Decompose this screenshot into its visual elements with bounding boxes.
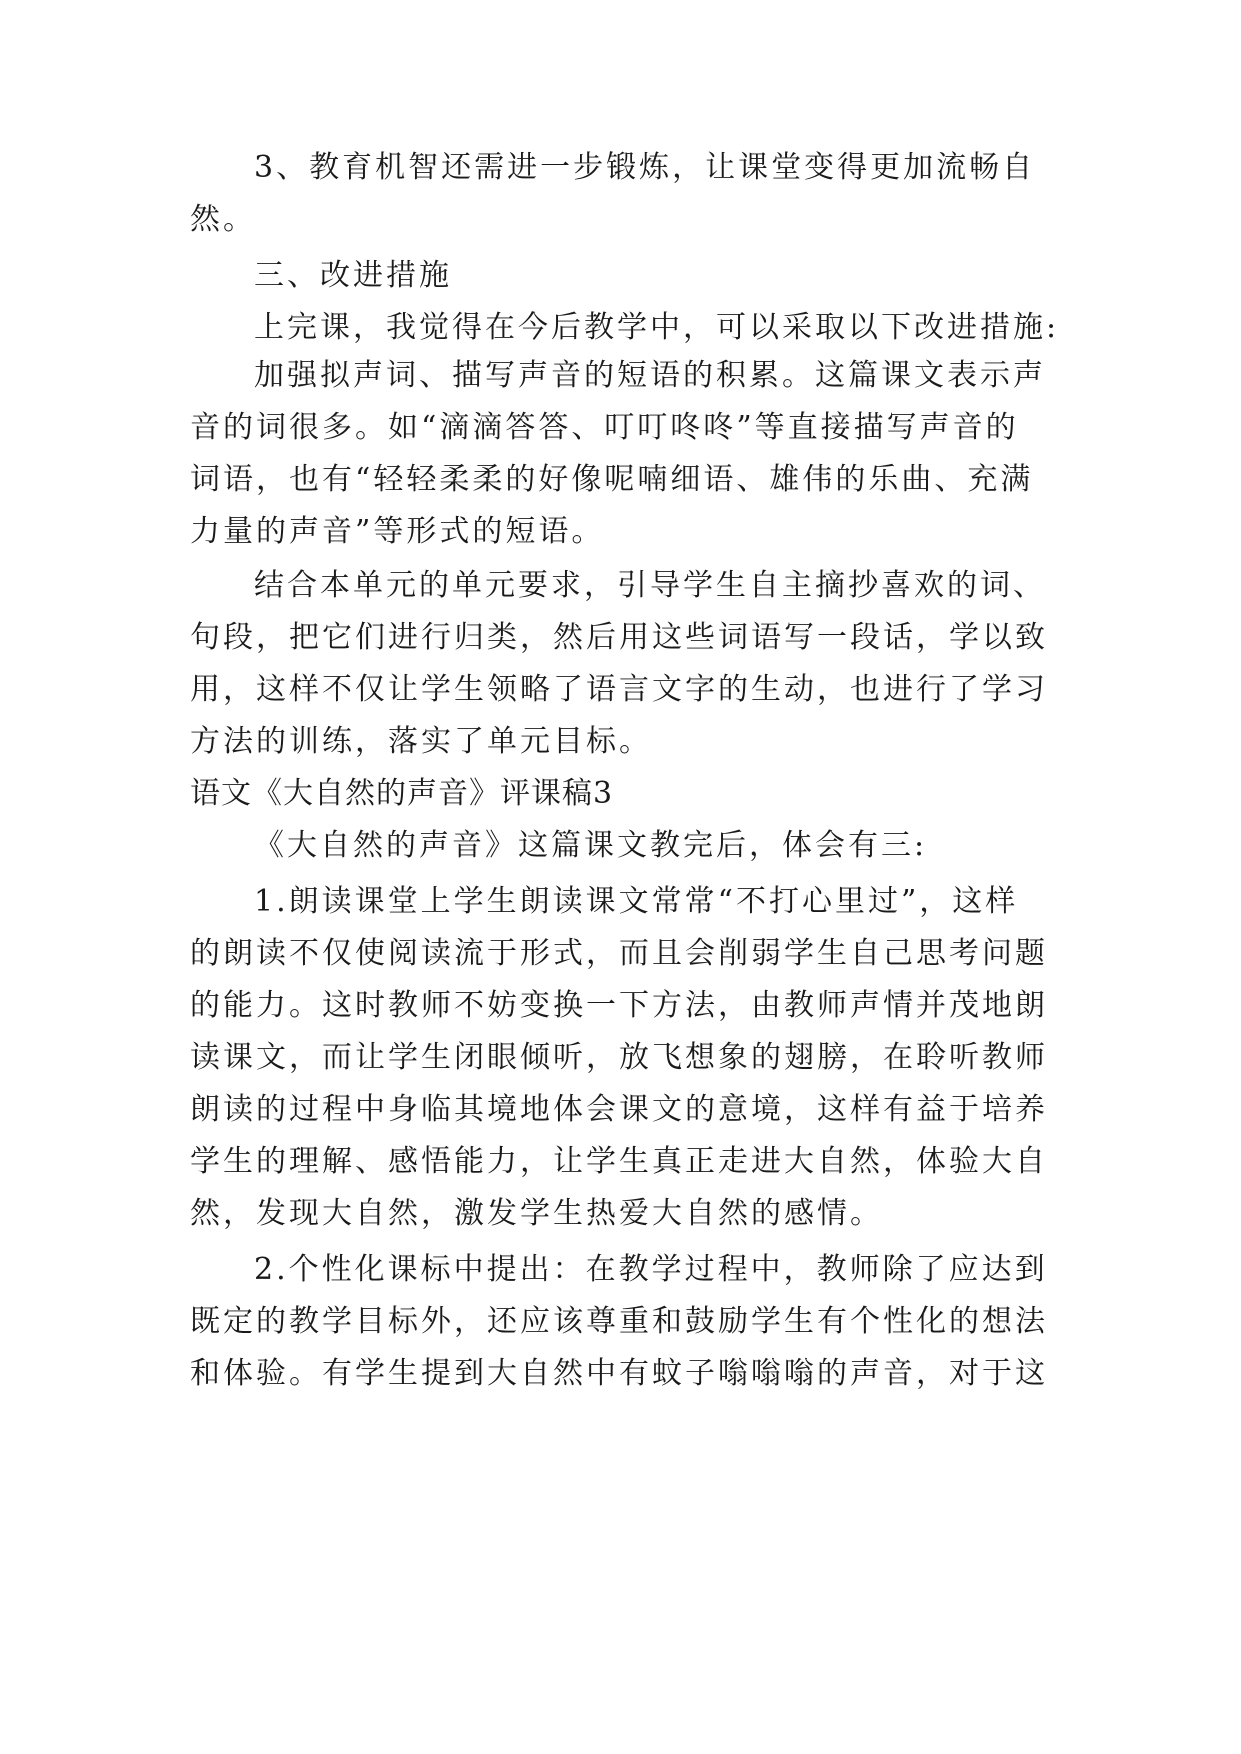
text-line: 加强拟声词、描写声音的短语的积累。这篇课文表示声	[254, 358, 1046, 393]
text-line: 朗读的过程中身临其境地体会课文的意境，这样有益于培养	[190, 1092, 1048, 1127]
text-line: 的能力。这时教师不妨变换一下方法，由教师声情并茂地朗	[190, 988, 1048, 1023]
text-line: 音的词很多。如“滴滴答答、叮叮咚咚”等直接描写声音的	[190, 410, 1019, 445]
text-line: 然。	[190, 202, 256, 237]
text-line: 的朗读不仅使阅读流于形式，而且会削弱学生自己思考问题	[190, 936, 1048, 971]
text-line: 然，发现大自然，激发学生热爱大自然的感情。	[190, 1196, 883, 1231]
text-line: 3、教育机智还需进一步锻炼，让课堂变得更加流畅自	[254, 150, 1036, 185]
article-title: 语文《大自然的声音》评课稿3	[190, 776, 614, 811]
text-line: 2.个性化课标中提出：在教学过程中，教师除了应达到	[254, 1252, 1048, 1287]
text-line: 1.朗读课堂上学生朗读课文常常“不打心里过”，这样	[254, 884, 1019, 919]
text-line: 《大自然的声音》这篇课文教完后，体会有三:	[254, 828, 928, 863]
text-line: 力量的声音”等形式的短语。	[190, 514, 605, 549]
text-line: 句段，把它们进行归类，然后用这些词语写一段话，学以致	[190, 620, 1048, 655]
text-line: 和体验。有学生提到大自然中有蚊子嗡嗡嗡的声音，对于这	[190, 1356, 1048, 1391]
section-heading: 三、改进措施	[254, 258, 452, 293]
text-line: 上完课，我觉得在今后教学中，可以采取以下改进措施:	[254, 310, 1060, 345]
text-line: 词语，也有“轻轻柔柔的好像呢喃细语、雄伟的乐曲、充满	[190, 462, 1034, 497]
text-line: 方法的训练，落实了单元目标。	[190, 724, 652, 759]
text-line: 学生的理解、感悟能力，让学生真正走进大自然，体验大自	[190, 1144, 1048, 1179]
text-line: 用，这样不仅让学生领略了语言文字的生动，也进行了学习	[190, 672, 1048, 707]
text-line: 读课文，而让学生闭眼倾听，放飞想象的翅膀，在聆听教师	[190, 1040, 1048, 1075]
text-line: 既定的教学目标外，还应该尊重和鼓励学生有个性化的想法	[190, 1304, 1048, 1339]
text-line: 结合本单元的单元要求，引导学生自主摘抄喜欢的词、	[254, 568, 1046, 603]
